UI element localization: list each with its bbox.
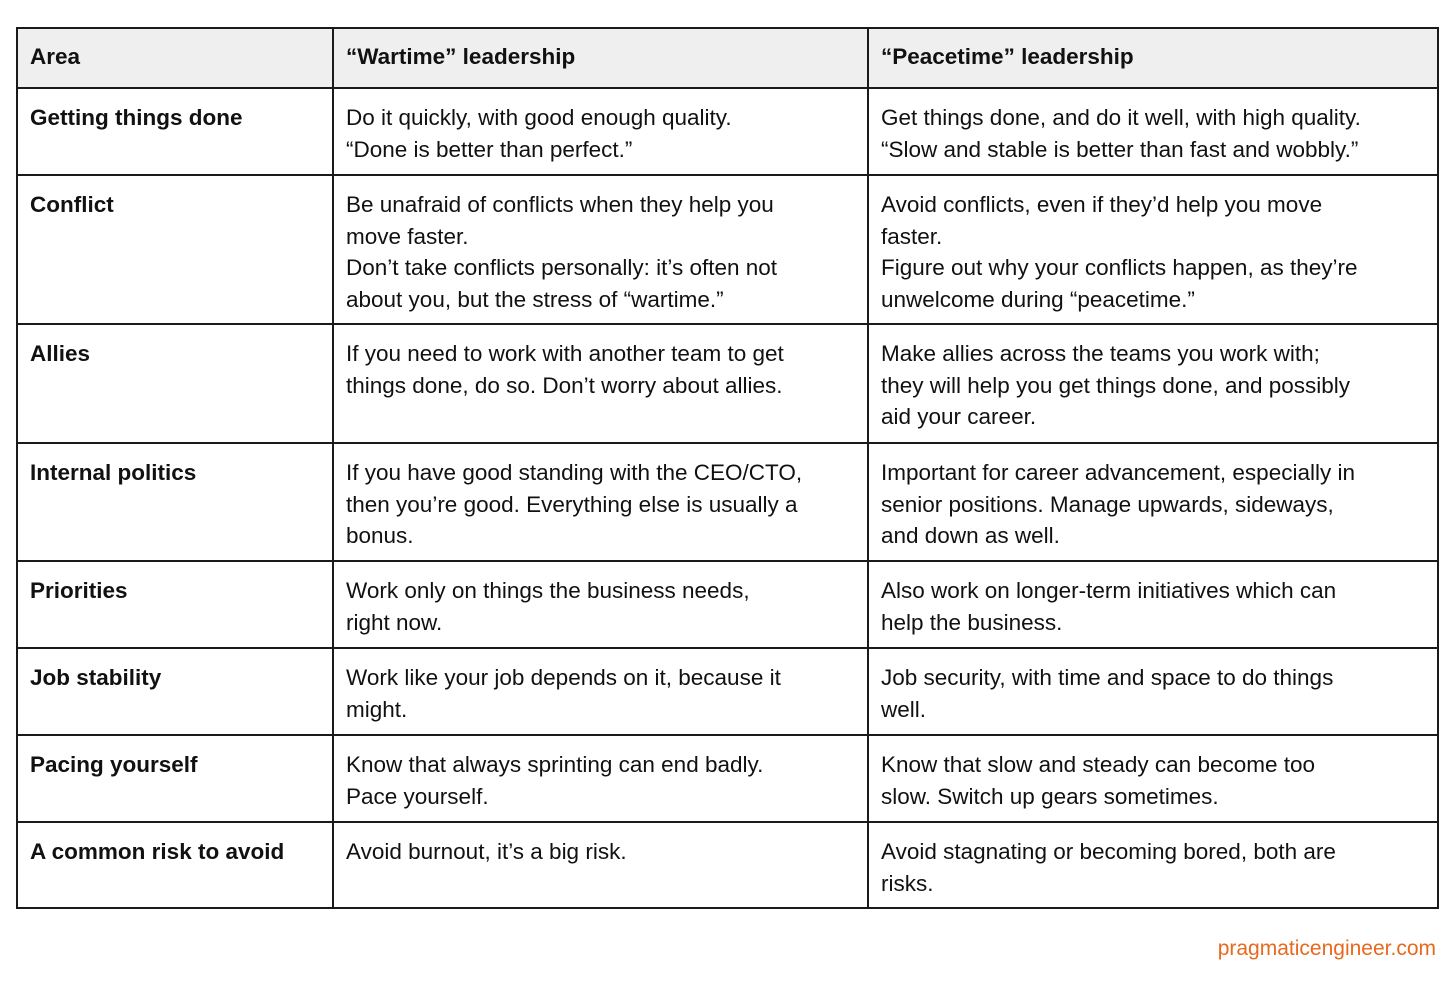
table-row <box>17 735 1438 822</box>
header-peacetime: “Peacetime” leadership <box>868 28 1438 88</box>
peacetime-cell <box>868 561 1438 648</box>
wartime-text-line: things done, do so. Don’t worry about allies. <box>346 372 783 398</box>
wartime-cell <box>333 648 868 735</box>
peacetime-text-line: Make allies across the teams you work with; <box>881 341 1320 366</box>
wartime-text-line: Work only on things the business needs, <box>346 578 750 603</box>
peacetime-text-line: Get things done, and do it well, with high quality. <box>881 105 1361 130</box>
wartime-text-line: Be unafraid of conflicts when they help you <box>346 192 774 217</box>
leadership-comparison-table <box>16 27 1439 909</box>
peacetime-cell <box>868 822 1438 908</box>
wartime-cell <box>333 735 868 822</box>
source-attribution: pragmaticengineer.com <box>1217 937 1436 960</box>
peacetime-text-line: risks. <box>881 870 934 896</box>
wartime-text-line: If you have good standing with the CEO/CTO, <box>346 460 803 485</box>
wartime-text-line: move faster. <box>346 223 469 249</box>
table-row <box>17 324 1438 443</box>
peacetime-text-line: Job security, with time and space to do things <box>881 665 1334 690</box>
wartime-text-line: Know that always sprinting can end badly. <box>346 752 764 777</box>
peacetime-cell <box>868 324 1438 443</box>
table-row <box>17 175 1438 324</box>
area-cell: A common risk to avoid <box>17 822 333 908</box>
area-cell: Conflict <box>17 175 333 324</box>
peacetime-text-line: help the business. <box>881 609 1063 635</box>
wartime-text-line: Don’t take conflicts personally: it’s often not <box>346 255 778 280</box>
peacetime-text-line: faster. <box>881 223 943 249</box>
peacetime-text-line: Avoid conflicts, even if they’d help you move <box>881 192 1323 217</box>
header-area: Area <box>17 28 333 88</box>
wartime-text-line: bonus. <box>346 523 414 548</box>
wartime-cell <box>333 561 868 648</box>
peacetime-text-line: slow. Switch up gears sometimes. <box>881 783 1219 809</box>
wartime-text-line: Work like your job depends on it, because it <box>346 665 781 690</box>
wartime-text-line: Pace yourself. <box>346 783 489 809</box>
table-row <box>17 822 1438 908</box>
area-cell: Pacing yourself <box>17 735 333 822</box>
peacetime-cell <box>868 735 1438 822</box>
area-cell: Priorities <box>17 561 333 648</box>
peacetime-cell <box>868 175 1438 324</box>
table-row <box>17 561 1438 648</box>
area-cell: Getting things done <box>17 88 333 175</box>
peacetime-text-line: and down as well. <box>881 523 1060 548</box>
peacetime-text-line: well. <box>881 696 927 722</box>
wartime-text-line: Avoid burnout, it’s a big risk. <box>346 839 627 864</box>
peacetime-text-line: Know that slow and steady can become too <box>881 752 1316 777</box>
wartime-text-line: If you need to work with another team to get <box>346 341 784 366</box>
peacetime-cell <box>868 88 1438 175</box>
wartime-text-line: about you, but the stress of “wartime.” <box>346 286 724 312</box>
peacetime-text-line: senior positions. Manage upwards, sideways, <box>881 491 1334 517</box>
area-cell: Allies <box>17 324 333 443</box>
wartime-cell <box>333 822 868 908</box>
wartime-cell <box>333 324 868 443</box>
peacetime-text-line: Avoid stagnating or becoming bored, both are <box>881 839 1336 864</box>
wartime-cell <box>333 88 868 175</box>
table-row <box>17 88 1438 175</box>
wartime-text-line: right now. <box>346 609 443 635</box>
wartime-text-line: Do it quickly, with good enough quality. <box>346 105 732 130</box>
peacetime-text-line: aid your career. <box>881 404 1037 429</box>
table-row <box>17 648 1438 735</box>
wartime-text-line: then you’re good. Everything else is usually a <box>346 491 798 517</box>
peacetime-text-line: Figure out why your conflicts happen, as they’re <box>881 255 1358 280</box>
peacetime-text-line: Also work on longer-term initiatives which can <box>881 578 1337 603</box>
wartime-text-line: might. <box>346 696 408 722</box>
header-row <box>17 28 1438 88</box>
peacetime-cell <box>868 648 1438 735</box>
area-cell: Job stability <box>17 648 333 735</box>
peacetime-text-line: unwelcome during “peacetime.” <box>881 286 1195 312</box>
peacetime-text-line: they will help you get things done, and possibly <box>881 372 1351 398</box>
table-row <box>17 443 1438 561</box>
wartime-text-line: “Done is better than perfect.” <box>346 136 633 162</box>
wartime-cell <box>333 175 868 324</box>
peacetime-text-line: “Slow and stable is better than fast and wobbly.” <box>881 136 1359 162</box>
wartime-cell <box>333 443 868 561</box>
area-cell: Internal politics <box>17 443 333 561</box>
peacetime-cell <box>868 443 1438 561</box>
peacetime-text-line: Important for career advancement, especially in <box>881 460 1355 485</box>
header-wartime: “Wartime” leadership <box>333 28 868 88</box>
